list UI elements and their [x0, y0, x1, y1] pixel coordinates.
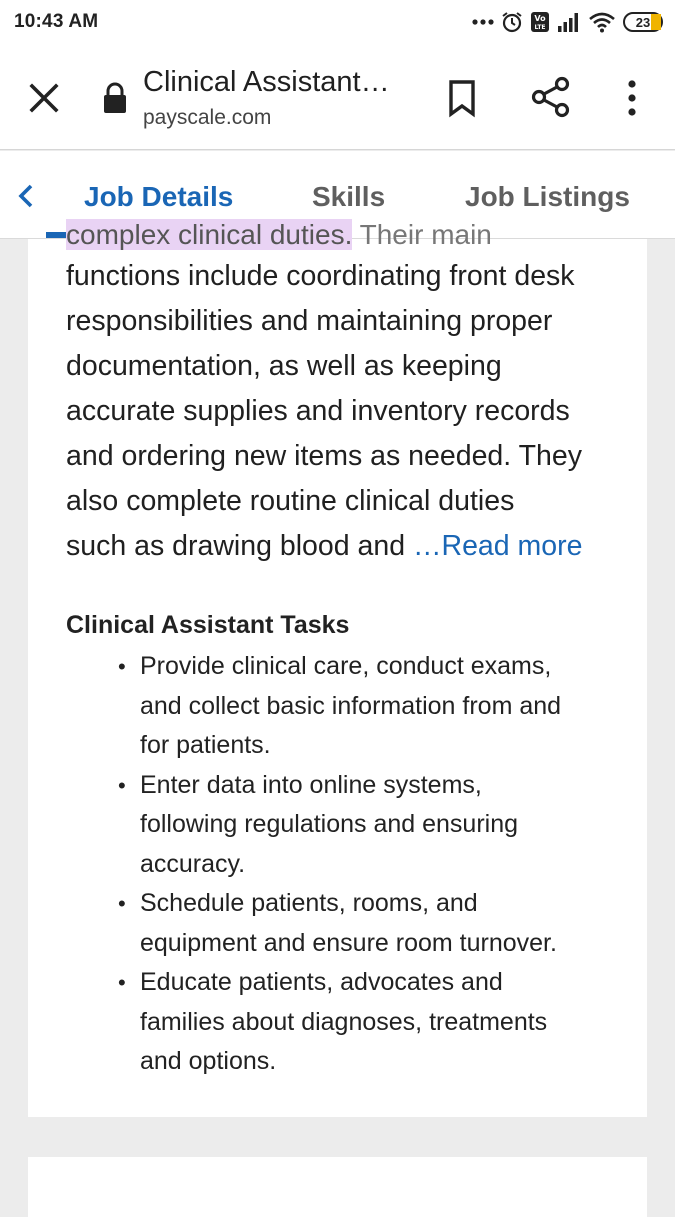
- task-text-line: Educate patients, advocates and: [140, 968, 503, 996]
- description-line: responsibilities and maintaining proper: [66, 305, 553, 337]
- list-item: [116, 647, 636, 766]
- cut-off-text-rest: Their main: [352, 219, 492, 250]
- list-item: [116, 963, 636, 1082]
- signal-icon: [557, 12, 581, 32]
- next-card: [28, 1157, 647, 1217]
- description-line: accurate supplies and inventory records: [66, 395, 570, 427]
- description-line: and ordering new items as needed. They: [66, 440, 582, 472]
- close-icon[interactable]: [26, 80, 62, 116]
- svg-text:Vo: Vo: [534, 14, 546, 23]
- task-text-line: families about diagnoses, treatments: [140, 1007, 548, 1036]
- task-text-line: Enter data into online systems,: [140, 770, 482, 799]
- wifi-icon: [588, 11, 616, 33]
- job-details-card: [28, 219, 647, 1117]
- lock-icon: [102, 82, 128, 114]
- list-item: [116, 884, 636, 963]
- task-text-line: Schedule patients, rooms, and: [140, 889, 478, 917]
- chevron-left-icon[interactable]: [12, 181, 40, 211]
- status-time: 10:43 AM: [14, 11, 99, 32]
- tasks-heading: Clinical Assistant Tasks: [66, 611, 350, 639]
- task-text-line: and collect basic information from and: [140, 691, 562, 720]
- read-more-link[interactable]: …Read more: [412, 530, 583, 562]
- bullet-icon: •: [118, 772, 126, 798]
- more-options-icon[interactable]: [618, 78, 646, 118]
- bullet-icon: •: [118, 654, 126, 679]
- bullet-icon: •: [118, 970, 126, 995]
- page-title: Clinical Assistant…: [143, 66, 390, 98]
- browser-toolbar: [0, 44, 675, 150]
- battery-icon: [623, 12, 663, 32]
- status-icons: [472, 11, 663, 33]
- description-line: documentation, as well as keeping: [66, 350, 502, 382]
- volte-icon: [530, 11, 550, 33]
- svg-text:LTE: LTE: [534, 24, 546, 31]
- task-text-line: following regulations and ensuring: [140, 810, 519, 838]
- list-item: [116, 766, 636, 885]
- tab-skills[interactable]: Skills: [312, 181, 386, 212]
- cut-off-text-line: [66, 219, 626, 251]
- description-line: such as drawing blood and: [66, 530, 413, 562]
- page-url: payscale.com: [143, 106, 272, 129]
- task-list: [116, 647, 636, 1082]
- task-text-line: Provide clinical care, conduct exams,: [140, 652, 552, 680]
- share-icon[interactable]: [530, 76, 572, 118]
- description-line: functions include coordinating front desk: [66, 260, 575, 292]
- battery-level: 23: [635, 14, 651, 30]
- task-text-line: equipment and ensure room turnover.: [140, 928, 557, 957]
- more-notifications-icon: [472, 18, 494, 26]
- bookmark-icon[interactable]: [444, 78, 480, 118]
- description-line-last: [66, 524, 626, 569]
- bullet-icon: •: [118, 891, 126, 916]
- task-text-line: for patients.: [140, 731, 271, 759]
- alarm-icon: [501, 11, 523, 33]
- description-line: also complete routine clinical duties: [66, 485, 515, 517]
- task-text-line: and options.: [140, 1047, 277, 1075]
- task-text-line: accuracy.: [140, 849, 246, 878]
- highlighted-text: complex clinical duties.: [66, 219, 353, 250]
- tab-job-listings[interactable]: Job Listings: [465, 181, 630, 212]
- status-bar: [0, 0, 675, 44]
- job-description: [66, 254, 626, 569]
- tab-job-details[interactable]: Job Details: [84, 181, 234, 212]
